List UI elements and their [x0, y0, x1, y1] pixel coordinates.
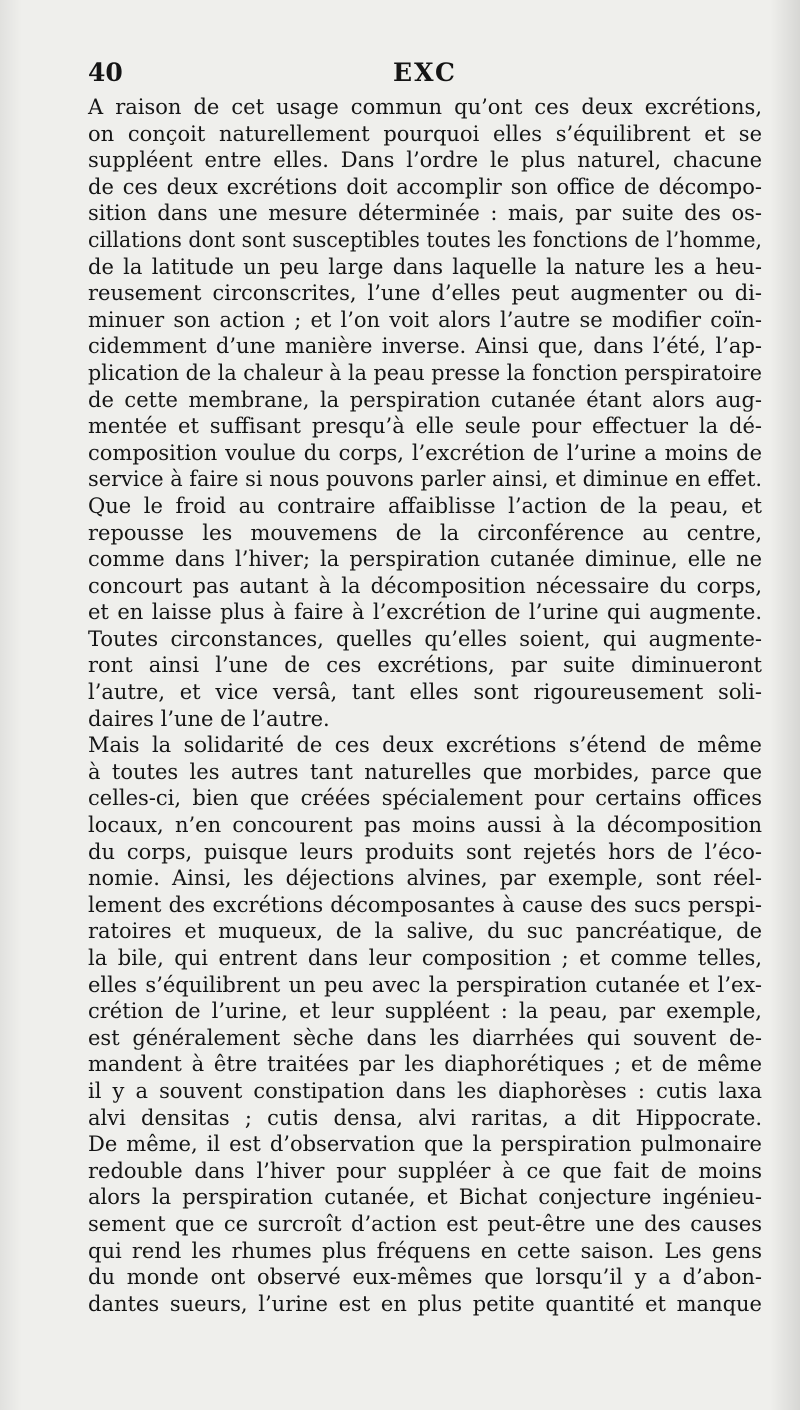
text-line	[88, 945, 762, 972]
text-line	[88, 1291, 762, 1318]
text-line-content: est généralement sèche dans les diarrhées qui souvent de-	[88, 1025, 762, 1050]
text-line	[88, 254, 762, 281]
text-line	[88, 227, 762, 254]
text-line-content: celles-ci, bien que créées spécialement pour certains offices	[88, 786, 762, 811]
text-line-content: minuer son action ; et l’on voit alors l’autre se modifier coïn-	[88, 307, 762, 332]
text-line	[88, 94, 762, 121]
text-line-content: A raison de cet usage commun qu’ont ces deux excrétions,	[88, 95, 762, 119]
text-line-content: Mais la solidarité de ces deux excrétions s’étend de même	[88, 733, 762, 758]
text-line	[88, 147, 762, 174]
text-line-content: à toutes les autres tant naturelles que morbides, parce que	[88, 759, 762, 784]
text-line	[88, 812, 762, 839]
text-line-content: plication de la chaleur à la peau presse la fonction perspiratoire	[88, 360, 762, 385]
text-line-content: de cette membrane, la perspiration cutanée étant alors aug-	[88, 387, 762, 412]
body-text	[88, 94, 762, 1317]
text-line-content: sition dans une mesure déterminée : mais, par suite des os-	[88, 201, 762, 226]
text-line	[88, 1264, 762, 1291]
text-line-content: on conçoit naturellement pourquoi elles s’équilibrent et se	[88, 121, 762, 146]
text-line	[88, 839, 762, 866]
text-line-content: et en laisse plus à faire à l’excrétion de l’urine qui augmente.	[88, 600, 762, 625]
text-line	[88, 307, 762, 334]
text-line-content: il y a souvent constipation dans les diaphorèses : cutis laxa	[88, 1078, 762, 1103]
text-line	[88, 599, 762, 626]
text-line-content: suppléent entre elles. Dans l’ordre le plus naturel, chacune	[88, 148, 762, 173]
text-line-content: du monde ont observé eux-mêmes que lorsqu’il y a d’abon-	[88, 1265, 762, 1290]
text-line	[88, 1078, 762, 1105]
text-line	[88, 573, 762, 600]
text-line-content: de ces deux excrétions doit accomplir son office de décompo-	[88, 174, 762, 199]
text-line	[88, 493, 762, 520]
text-line-content: reusement circonscrites, l’une d’elles peut augmenter ou di-	[88, 281, 762, 306]
text-line-content: alvi densitas ; cutis densa, alvi raritas, a dit Hippocrate.	[88, 1105, 762, 1130]
text-line	[88, 520, 762, 547]
text-line-content: lement des excrétions décomposantes à cause des sucs perspi-	[88, 892, 762, 917]
text-line	[88, 972, 762, 999]
text-line-content: repousse les mouvemens de la circonférence au centre,	[88, 520, 762, 545]
text-line-content: service à faire si nous pouvons parler ainsi, et diminue en effet.	[88, 467, 762, 492]
text-line	[88, 892, 762, 919]
text-line-content: De même, il est d’observation que la perspiration pulmonaire	[88, 1132, 762, 1157]
text-line-content: composition voulue du corps, l’excrétion de l’urine a moins de	[88, 440, 762, 465]
text-line-content: de la latitude un peu large dans laquelle la nature les a heu-	[88, 254, 762, 279]
text-line	[88, 360, 762, 387]
text-line	[88, 652, 762, 679]
text-line-content: redouble dans l’hiver pour suppléer à ce que fait de moins	[88, 1158, 762, 1183]
text-line	[88, 998, 762, 1025]
text-line-content: nomie. Ainsi, les déjections alvines, par exemple, sont réel-	[88, 866, 762, 891]
text-line-content: la bile, qui entrent dans leur composition ; et comme telles,	[88, 946, 762, 970]
text-line	[88, 174, 762, 201]
running-head: EXC	[393, 58, 457, 87]
text-line	[88, 626, 762, 653]
text-line	[88, 546, 762, 573]
text-line-content: crétion de l’urine, et leur suppléent : la peau, par exemple,	[88, 999, 762, 1024]
text-line	[88, 1025, 762, 1052]
text-line	[88, 785, 762, 812]
text-line	[88, 1131, 762, 1158]
text-line	[88, 466, 762, 493]
text-line	[88, 280, 762, 307]
text-line-content: mentée et suffisant presqu’à elle seule pour effectuer la dé-	[88, 414, 762, 439]
text-line	[88, 732, 762, 759]
text-line	[88, 1105, 762, 1132]
text-line	[88, 759, 762, 786]
text-line	[88, 387, 762, 414]
text-line	[88, 440, 762, 467]
text-line-content: Que le froid au contraire affaiblisse l’action de la peau, et	[88, 493, 762, 518]
text-line	[88, 865, 762, 892]
text-line	[88, 200, 762, 227]
text-line	[88, 1211, 762, 1238]
text-line-content: qui rend les rhumes plus fréquens en cette saison. Les gens	[88, 1238, 762, 1263]
text-line	[88, 706, 762, 733]
text-line-content: concourt pas autant à la décomposition nécessaire du corps,	[88, 573, 762, 598]
text-line-content: Toutes circonstances, quelles qu’elles soient, qui augmente-	[88, 626, 762, 651]
text-line-content: sement que ce surcroît d’action est peut-être une des causes	[88, 1211, 762, 1236]
text-line-content: comme dans l’hiver; la perspiration cutanée diminue, elle ne	[88, 547, 762, 572]
text-line-content: locaux, n’en concourent pas moins aussi à la décomposition	[88, 813, 762, 838]
text-line	[88, 918, 762, 945]
text-line-content: l’autre, et vice versâ, tant elles sont rigoureusement soli-	[88, 680, 762, 705]
text-line-content: mandent à être traitées par les diaphorétiques ; et de même	[88, 1052, 762, 1077]
text-line	[88, 413, 762, 440]
text-line	[88, 679, 762, 706]
text-line-content: alors la perspiration cutanée, et Bichat conjecture ingénieu-	[88, 1185, 762, 1210]
text-line-content: ratoires et muqueux, de la salive, du suc pancréatique, de	[88, 919, 762, 944]
page-number: 40	[88, 58, 123, 87]
text-line-content: dantes sueurs, l’urine est en plus petite quantité et manque	[88, 1291, 762, 1316]
text-line-content: elles s’équilibrent un peu avec la perspiration cutanée et l’ex-	[88, 972, 762, 997]
text-line	[88, 1051, 762, 1078]
text-line-content: cidemment d’une manière inverse. Ainsi que, dans l’été, l’ap-	[88, 334, 762, 359]
text-line-content: du corps, puisque leurs produits sont rejetés hors de l’éco-	[88, 839, 762, 864]
text-line-content: ront ainsi l’une de ces excrétions, par suite diminueront	[88, 653, 762, 678]
text-line	[88, 1158, 762, 1185]
text-line	[88, 1238, 762, 1265]
text-line-content: daires l’une de l’autre.	[88, 706, 330, 731]
text-line-content: cillations dont sont susceptibles toutes les fonctions de l’homme,	[88, 227, 762, 252]
text-line	[88, 121, 762, 148]
page-header	[88, 58, 762, 98]
text-line	[88, 333, 762, 360]
text-line	[88, 1184, 762, 1211]
